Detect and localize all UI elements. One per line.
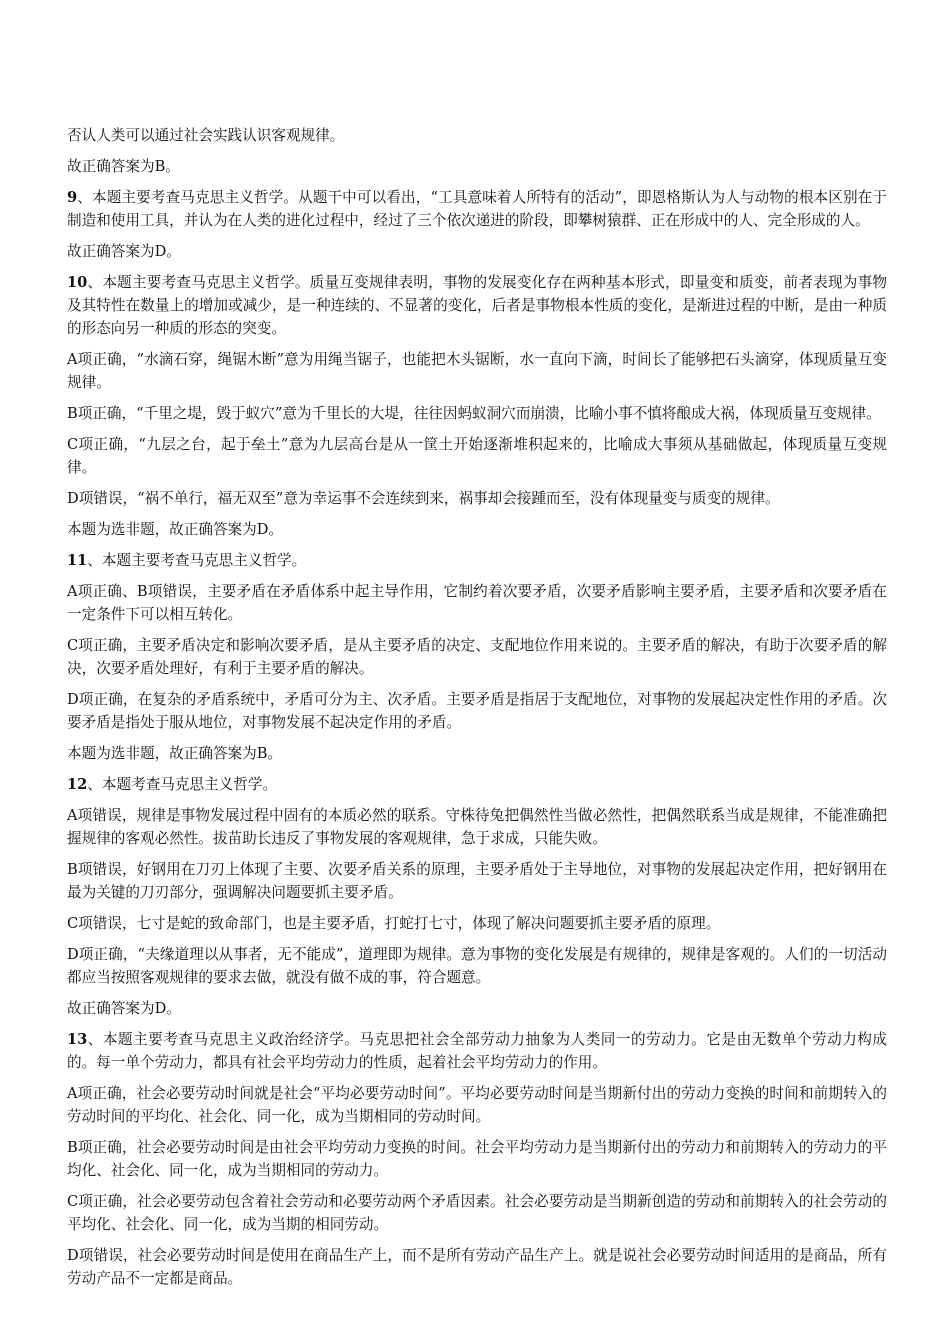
paragraph: 否认人类可以通过社会实践认识客观规律。: [67, 127, 345, 144]
answer-line: 故正确答案为D。: [67, 243, 181, 260]
option-analysis: C项正确，主要矛盾决定和影响次要矛盾，是从主要矛盾的决定、支配地位作用来说的。主要矛盾的解决，有助于次要矛盾的解决，次要矛盾处理好，有利于主要矛盾的解决。: [67, 637, 887, 677]
question-13-explanation: [67, 1028, 887, 1074]
option-analysis: B项正确，“千里之堤，毁于蚁穴”意为千里长的大堤，往往因蚂蚁洞穴而崩溃，比喻小事不慎将酿成大祸，体现质量互变规律。: [67, 405, 881, 422]
answer-line: 故正确答案为B。: [67, 158, 180, 175]
paragraph-text: 、本题主要考查马克思主义哲学。质量互变规律表明，事物的发展变化存在两种基本形式，即量变和质变，前者表现为事物及其特性在数量上的增加或减少，是一种连续的、不显著的变化，后者是事物根本性质的变化，是渐进过程的中断，是由一种质的形态向另一种质的形态的突变。: [67, 274, 887, 337]
paragraph-text: 、本题主要考查马克思主义政治经济学。马克思把社会全部劳动力抽象为人类同一的劳动力。它是由无数单个劳动力构成的。每一单个劳动力，都具有社会平均劳动力的性质，起着社会平均劳动力的作用。: [67, 1031, 887, 1071]
paragraph-text: 、本题主要考查马克思主义哲学。: [87, 552, 307, 569]
question-number: 12: [67, 776, 88, 793]
answer-line: 本题为选非题，故正确答案为B。: [67, 745, 283, 762]
question-9-explanation: [67, 186, 887, 232]
option-analysis: D项正确，“夫缘道理以从事者，无不能成”，道理即为规律。意为事物的变化发展是有规律的，规律是客观的。人们的一切活动都应当按照客观规律的要求去做，就没有做不成的事，符合题意。: [67, 946, 887, 986]
paragraph-text: 、本题主要考查马克思主义哲学。从题干中可以看出，“工具意味着人所特有的活动”，即恩格斯认为人与动物的根本区别在于制造和使用工具，并认为在人类的进化过程中，经过了三个依次递进的阶段，即攀树猿群、正在形成中的人、完全形成的人。: [67, 189, 887, 229]
option-analysis: A项正确、B项错误，主要矛盾在矛盾体系中起主导作用，它制约着次要矛盾，次要矛盾影响主要矛盾，主要矛盾和次要矛盾在一定条件下可以相互转化。: [67, 583, 887, 623]
option-analysis: A项错误，规律是事物发展过程中固有的本质必然的联系。守株待兔把偶然性当做必然性，把偶然联系当成是规律，不能准确把握规律的客观必然性。拔苗助长违反了事物发展的客观规律，急于求成，只能失败。: [67, 807, 887, 847]
answer-line: 故正确答案为D。: [67, 1000, 181, 1017]
question-12-explanation: [67, 773, 887, 796]
question-10-explanation: [67, 271, 887, 340]
question-number: 11: [67, 552, 88, 569]
option-analysis: B项正确，社会必要劳动时间是由社会平均劳动力变换的时间。社会平均劳动力是当期新付出的劳动力和前期转入的劳动力的平均化、社会化、同一化，成为当期相同的劳动力。: [67, 1139, 887, 1179]
option-analysis: A项正确，“水滴石穿，绳锯木断”意为用绳当锯子，也能把木头锯断，水一直向下滴，时间长了能够把石头滴穿，体现质量互变规律。: [67, 351, 887, 391]
question-number: 9: [67, 189, 78, 206]
question-number: 10: [67, 274, 88, 291]
option-analysis: D项错误，社会必要劳动时间是使用在商品生产上，而不是所有劳动产品生产上。就是说社会必要劳动时间适用的是商品，所有劳动产品不一定都是商品。: [67, 1247, 887, 1287]
option-analysis: A项正确，社会必要劳动时间就是社会“平均必要劳动时间”。平均必要劳动时间是当期新付出的劳动力变换的时间和前期转入的劳动时间的平均化、社会化、同一化，成为当期相同的劳动时间。: [67, 1085, 887, 1125]
question-11-explanation: [67, 549, 887, 572]
option-analysis: C项正确，社会必要劳动包含着社会劳动和必要劳动两个矛盾因素。社会必要劳动是当期新创造的劳动和前期转入的社会劳动的平均化、社会化、同一化，成为当期的相同劳动。: [67, 1193, 887, 1233]
question-number: 13: [67, 1031, 88, 1048]
paragraph-text: 、本题考查马克思主义哲学。: [87, 776, 278, 793]
option-analysis: C项正确，“九层之台，起于垒土”意为九层高台是从一筐土开始逐渐堆积起来的，比喻成大事须从基础做起，体现质量互变规律。: [67, 436, 887, 476]
answer-line: 本题为选非题，故正确答案为D。: [67, 521, 284, 538]
option-analysis: C项错误，七寸是蛇的致命部门，也是主要矛盾，打蛇打七寸，体现了解决问题要抓主要矛盾的原理。: [67, 915, 721, 932]
option-analysis: D项正确，在复杂的矛盾系统中，矛盾可分为主、次矛盾。主要矛盾是指居于支配地位，对事物的发展起决定性作用的矛盾。次要矛盾是指处于服从地位，对事物发展不起决定作用的矛盾。: [67, 691, 887, 731]
document-page: [67, 124, 887, 1298]
option-analysis: B项错误，好钢用在刀刃上体现了主要、次要矛盾关系的原理，主要矛盾处于主导地位，对事物的发展起决定作用，把好钢用在最为关键的刀刃部分，强调解决问题要抓主要矛盾。: [67, 861, 887, 901]
option-analysis: D项错误，“祸不单行，福无双至”意为幸运事不会连续到来，祸事却会接踵而至，没有体现量变与质变的规律。: [67, 490, 780, 507]
